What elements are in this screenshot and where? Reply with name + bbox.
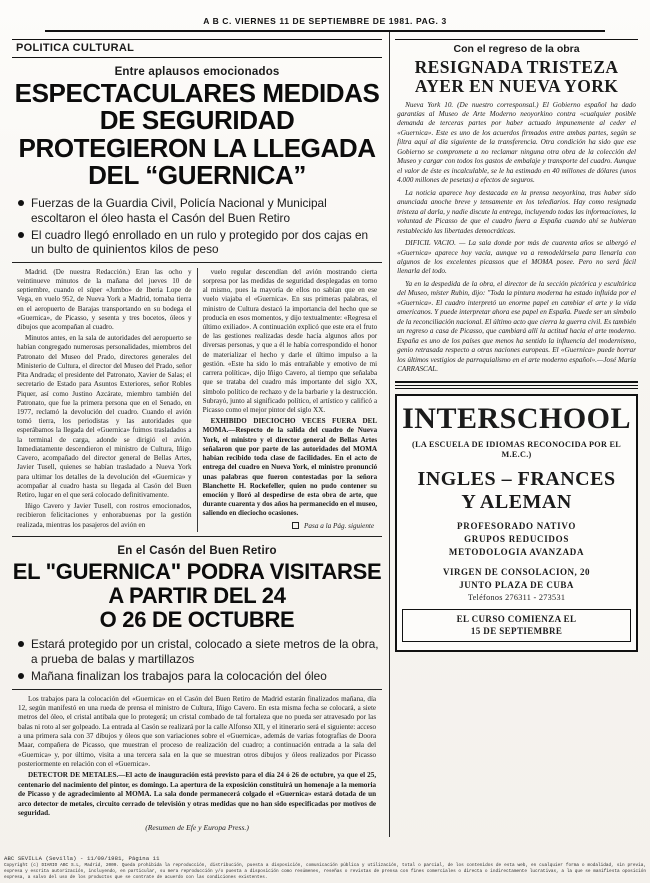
bullet-icon	[18, 232, 24, 238]
paragraph: Iñigo Cavero y Javier Tusell, con rostros emocionados, recibieron felicitaciones y enhorabuenas por la gestión realizada, mientras los pasajeros del avión en	[17, 502, 192, 529]
article2-headline-line2: O 26 DE OCTUBRE	[99, 607, 295, 633]
article2-credit: (Resumen de Efe y Europa Press.)	[145, 823, 249, 833]
paragraph-subhead: EXHIBIDO DIECIOCHO VECES FUERA DEL MOMA.—Respecto de la salida del cuadro de Nueva York, el ministro y el director general de Bellas Artes señalaron que por parte de las autoridades del MOMA habían recibido toda clase de facilidades. En el acto de entrega del cuadro en Nueva York, el ministro pronunció unas palabras que fueron contestadas por la señora Blanchette H. Rockefeller, quien no pudo contener su emoción y lloró al despedirse de esta obra de arte, que durante cuarenta y dos años ha permanecido en el museo, saliendo en dieciocho ocasiones.	[202, 417, 378, 518]
article1-column-1	[12, 268, 197, 532]
ad-address-line2: JUNTO PLAZA DE CUBA	[459, 579, 574, 590]
article2-overline: En el Casón del Buen Retiro	[117, 544, 277, 557]
paragraph: Madrid. (De nuestra Redacción.) Eran las ocho y veintinueve minutos de la mañana del jueves 10 de septiembre, cuando el súper «Jumbo» de Iberia Lope de Vega, en vuelo 952, de Nueva York a Madrid, tomaba tierra en el aeropuerto de Barajas transportando en su bodega el «Guernica», de Picasso, y sesenta y tres bocetos, óleos y dibujos que acompañan al cuadro.	[17, 267, 192, 331]
ad-brand-name: INTERSCHOOL	[402, 401, 631, 435]
masthead-rule	[45, 30, 605, 32]
bullet-icon	[18, 641, 24, 647]
ad-address	[402, 566, 631, 591]
ad-separator	[395, 381, 638, 389]
divider	[12, 689, 382, 690]
bullet-icon	[18, 200, 24, 206]
ad-rule-2	[395, 385, 638, 386]
article2-headline	[12, 560, 382, 633]
ad-feature: GRUPOS REDUCIDOS	[464, 533, 570, 544]
ad-address-line1: VIRGEN DE CONSOLACION, 20	[443, 567, 591, 578]
article1-overline: Entre aplausos emocionados	[114, 66, 280, 78]
left-zone	[12, 32, 389, 837]
article-guernica-arrival	[12, 66, 382, 532]
deck-item	[12, 228, 382, 257]
paragraph-subhead: DETECTOR DE METALES.—El acto de inauguración está previsto para el día 24 ó 26 de octubre, ya que el 25, centenario del nacimiento del pintor, es domingo. La apertura de la exposición constituirá un homenaje a la memoria de Picasso y de agradecimiento al MOMA. La sala donde permanecerá colgado el «Guernica» estará dotada de un arco detector de metales, circuito cerrado de televisión y otras medidas que no han sido especificadas por motivos de seguridad.	[18, 771, 377, 817]
advertisement-interschool[interactable]	[395, 394, 638, 652]
ad-languages-line1: INGLES – FRANCES	[417, 468, 616, 491]
paragraph: Minutos antes, en la sala de autoridades del aeropuerto se habían congregado numerosas personalidades, miembros del Patronato del Museo del Prado, directores generales del Ministerio de Cultura, el director del Museo del Prado, señor Pita Andrada; el presidente del Patronato, Xavier de Salas; el secretario de Estado para Asuntos Exteriores, señor Robles Piquer, así como Justino Azcárate, miembro también del Patronato, que fue la primera persona que en el Senado, en 1977, reclamó la devolución del cuadro. Cuando el avión tomó tierra, los periodistas y las autoridades que esperábamos la llegada del «Guernica» fuimos trasladados a la terminal de carga, adonde se dirigió el avión. Inmediatamente descendieron el ministro de Cultura, Iñigo Cavero, acompañado del director general de Bellas Artes, Javier Tusell, quienes se habían trasladado a Nueva York para ultimar los detalles de la devolución del «Guernica» y acompañar al cuadro hasta su llegada al Casón del Buen Retiro, lugar en el que será colocado definitivamente.	[17, 334, 192, 499]
masthead	[0, 0, 650, 32]
ad-languages	[402, 468, 631, 513]
article1-column-2	[197, 268, 383, 532]
deck-item	[12, 669, 382, 683]
article1-columns	[12, 268, 382, 532]
article2-deck	[12, 637, 382, 683]
article1-headline	[8, 81, 386, 190]
deck-item-text: El cuadro llegó enrollado en un rulo y protegido por dos cajas en un bulto de quinientos kilos de peso	[31, 227, 369, 257]
paragraph: vuelo regular descendían del avión mostrando cierta sorpresa por las medidas de seguridad desplegadas en torno al mismo, pues la mayoría de ellos no sabían que en ese vuelo viajaba el «Guernica». En sus primeras palabras, el ministro de Cultura destacó la importancia del hecho que se producía en esos momentos, y dijo textualmente: «Regresa el último exiliado». A continuación explicó que este era el fruto de las gestiones realizadas desde hacía algunos años por diversas personas, y que a él le había correspondido el honor de materializar el hecho y darle el último impulso a la gestión. «Este ha sido lo más entrañable y emotivo de mi carrera política», dijo Iñigo Cavero, al tiempo que señalaba que se trataba del cuadro más importante del siglo XX, símbolo político de rechazo y de la barbarie y la destrucción. Subrayó, junto al significado político, el artístico y calificó a Picasso como el mejor pintor del siglo XX.	[202, 267, 378, 414]
deck-item-text: Mañana finalizan los trabajos para la colocación del óleo	[31, 669, 327, 684]
divider	[12, 262, 382, 263]
article3-overline: Con el regreso de la obra	[395, 39, 638, 55]
deck-item	[12, 637, 382, 666]
ad-subtitle: (LA ESCUELA DE IDIOMAS RECONOCIDA POR EL M.E.C.)	[412, 439, 622, 459]
ad-rule-3	[395, 388, 638, 389]
article3-headline-line1: RESIGNADA TRISTEZA	[414, 57, 619, 77]
masthead-line: A B C. VIERNES 11 DE SEPTIEMBRE DE 1981. PAG. 3	[203, 16, 447, 26]
deck-item-text: Estará protegido por un cristal, colocado a siete metros de la obra, a prueba de balas y martillazos	[31, 637, 379, 666]
article3-headline	[395, 58, 638, 97]
article1-headline-line1: ESPECTACULARES MEDIDAS DE SEGURIDAD	[14, 80, 380, 136]
divider	[12, 536, 382, 537]
continuation-note	[203, 522, 378, 531]
deck-item-text: Fuerzas de la Guardia Civil, Policía Nacional y Municipal escoltaron el óleo hasta el Casón del Buen Retiro	[31, 196, 327, 225]
article-ny-sadness	[395, 39, 638, 375]
paragraph: La noticia aparece hoy destacada en la prensa neoyorkina, tras haber sido anunciada anoche breve y tensamente en los telediarios. Hay como resignada tristeza al darla, y nadie discute la entrega, incluyendo todas las informaciones, la voluntad de Picasso de que el cuadro fuera a España cuando ahí se hubieran restablecido las libertades democráticas.	[397, 188, 636, 235]
column-divider	[389, 32, 390, 837]
article3-headline-line2: AYER EN NUEVA YORK	[414, 76, 619, 97]
footer-source-line: ABC SEVILLA (Sevilla) - 11/09/1981, Página 11	[4, 855, 160, 863]
article2-headline-line1: EL "GUERNICA" PODRA VISITARSE A PARTIR DEL 24	[12, 558, 382, 608]
footer-copyright: Copyright (c) DIARIO ABC S.L, Madrid, 2009. Queda prohibida la reproducción, distribución, puesta a disposición, comunicación pública y utilización, total o parcial, de los contenidos de esta web, en cualquier forma o modalidad, sin previa, expresa y escrita autorización, incluyendo, en particular, su mera reproducción y/o puesta a disposición como resúmenes, reseñas o revistas de prensa con fines comerciales o directa o indirectamente lucrativas, a la que se manifiesta oposición expresa, a salvo del uso de los productos que se contrate de acuerdo con las condiciones existentes.	[4, 863, 646, 881]
paragraph: DIFICIL VACIO. — La sala donde por más de cuarenta años se albergó el «Guernica» aparece hoy vacía, aunque va a remodelársela para llenarla con algunos de los excelentes picassos que el MOMA posee. Pero no será fácil llenarla del todo.	[397, 239, 636, 276]
right-zone	[395, 32, 638, 837]
ad-course-start	[402, 609, 631, 641]
ad-phone: Teléfonos 276311 - 273531	[467, 593, 566, 603]
ad-languages-line2: Y ALEMAN	[461, 490, 572, 513]
ad-rule-1	[395, 381, 638, 383]
ad-course-start-line1: EL CURSO COMIENZA EL	[456, 614, 577, 625]
ad-feature: PROFESORADO NATIVO	[457, 520, 577, 531]
ad-feature: METODOLOGIA AVANZADA	[448, 547, 585, 557]
deck-item	[12, 196, 382, 225]
paragraph: Nueva York 10. (De nuestro corresponsal.) El Gobierno español ha dado garantías al Museo de Arte Moderno neoyorkino contra «cualquier posible demanda de terceras partes por haber actuado impunemente al ceder el «Guernica». Este es uno de los acuerdos firmados entre ambas partes, según se filtra aquí al día siguiente de la transferencia. Otra condición ha sido que ese Gobierno se compromete a no reclamar ninguna otra obra de la colección del Museo y cargar con todos los gastos de embalaje y transporte del cuadro. Aunque el valor de éste es incalculable, se le ha estimado en 40 millones de dólares (unos 4.000 millones de pesetas) a efectos de seguros.	[397, 100, 636, 185]
paragraph: Ya en la despedida de la obra, el director de la sección pictórica y escultórica del Museo, míster Rubin, dijo: "Toda la pintura moderna ha estado influida por el «Guernica». El cuadro interpretó un enorme papel en cambiar el arte y la vida americanos. Y puede interpretar ahora ese papel en España. Puede ser un símbolo de la reconciliación nacional. El último acto que cierra la guerra civil. Es también un regreso a casa de Picasso, que cambiará allí la actitud hacia el arte moderno. España es uno de los países que menos ha sentido la influencia del modernismo, genio retrasada respecto a otras naciones europeas. El «Guernica» puede borrar los últimos vestigios de parroquialismo en el arte moderno español».—José María CARRASCAL.	[397, 279, 636, 374]
ad-course-start-line2: 15 DE SEPTIEMBRE	[470, 626, 563, 637]
archive-footer	[0, 853, 650, 883]
bullet-icon	[18, 673, 24, 679]
article1-deck	[12, 196, 382, 257]
article1-headline-line2: PROTEGIERON LA LLEGADA DEL “GUERNICA”	[18, 134, 376, 190]
article3-body	[395, 101, 638, 375]
continuation-text: Pasa a la Pág. siguiente	[304, 521, 375, 530]
article-guernica-visit	[12, 545, 382, 833]
ad-features	[402, 520, 631, 559]
page-body	[0, 32, 650, 837]
square-icon	[292, 522, 299, 529]
article2-body	[12, 695, 382, 834]
paragraph: Los trabajos para la colocación del «Guernica» en el Casón del Buen Retiro de Madrid estarán finalizados mañana, día 12, según manifestó en una rueda de prensa el ministro de Cultura, Iñigo Cavero. En esta misma fecha se colocará, a siete metros del óleo, el cristal antibala que lo protegerá; un cristal combado de tal fortaleza que no pueda ser atravesado por las balas ni roto al ser golpeado. La entrada al Casón se realizará por la calle Alfonso XII, y el itinerario será el siguiente: acceso a una primera sala con 37 dibujos y óleos que son variaciones sobre el «Guernica», además de varias fotografías de Doora Maar, compañera de Picasso, que muestran el proceso de realización del cuadro; a continuación entrada a la sala del «Guernica» y, por último, visita a una tercera sala en la que se muestran otros dibujos y óleos realizados por Picasso posteriormente en relación con el «Guernica».	[18, 694, 377, 769]
section-kicker: POLITICA CULTURAL	[12, 39, 382, 58]
